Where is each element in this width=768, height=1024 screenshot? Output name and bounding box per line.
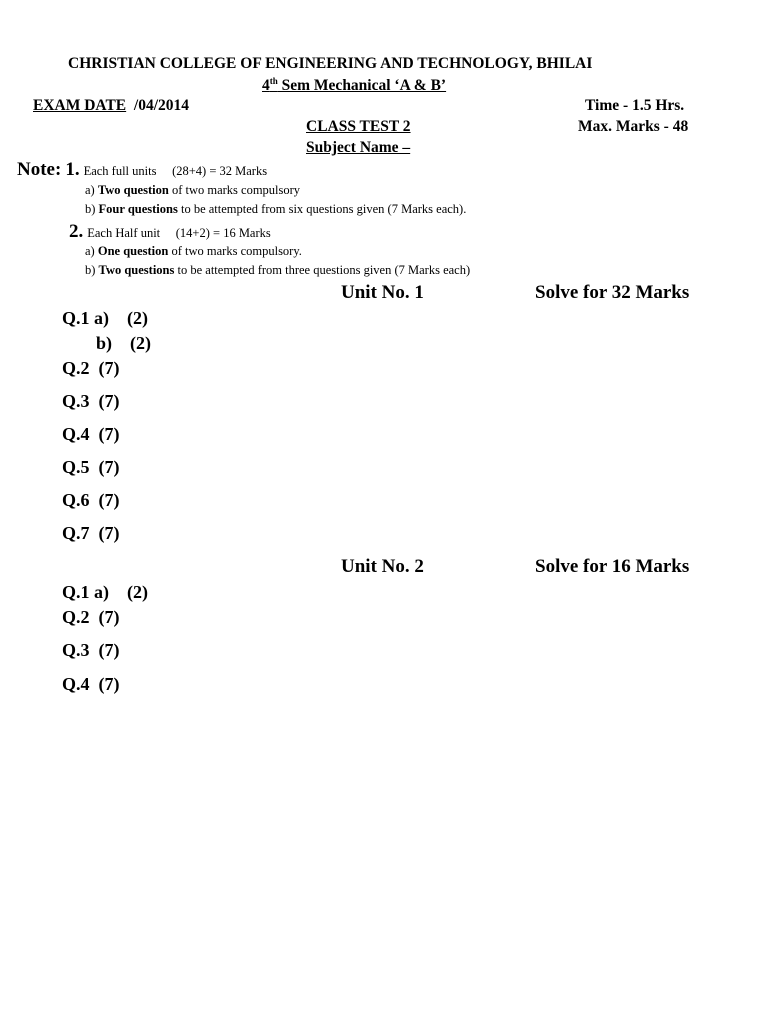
question: Q.5 (7)	[62, 457, 120, 477]
question: Q.6 (7)	[62, 490, 120, 510]
note-1b-rest: to be attempted from six questions given (7 Marks each).	[177, 202, 467, 216]
max-marks: Max. Marks - 48	[578, 118, 689, 135]
note-2a-prefix: a)	[85, 244, 98, 258]
question: Q.4 (7)	[62, 674, 120, 694]
unit-1-title: Unit No. 1	[341, 282, 424, 303]
note-label: Note:	[17, 159, 62, 180]
question: Q.1 a) (2)	[62, 582, 148, 602]
subject-name: Subject Name –	[306, 139, 411, 156]
exam-time: Time - 1.5 Hrs.	[585, 97, 685, 114]
note-1b-prefix: b)	[85, 202, 99, 216]
note-2b-bold: Two questions	[98, 263, 175, 277]
question: Q.2 (7)	[62, 607, 120, 627]
college-name: CHRISTIAN COLLEGE OF ENGINEERING AND TECHNOLOGY, BHILAI	[68, 55, 593, 72]
note-1a	[85, 183, 300, 198]
exam-date-label: EXAM DATE	[33, 97, 127, 114]
sem-rest: Sem Mechanical ‘A & B’	[277, 77, 447, 95]
exam-date	[33, 97, 189, 115]
note-1-text: Each full units (28+4) = 32 Marks	[83, 164, 268, 178]
unit-1-solve: Solve for 32 Marks	[535, 282, 690, 303]
note-2	[69, 221, 271, 243]
question: b) (2)	[96, 333, 151, 353]
note-2b-rest: to be attempted from three questions given (7 Marks each)	[174, 263, 471, 277]
note-2-text: Each Half unit (14+2) = 16 Marks	[87, 226, 271, 240]
note-1b	[85, 202, 466, 217]
note-2b	[85, 263, 470, 278]
note-2a-bold: One question	[97, 244, 169, 258]
note-2-number: 2.	[69, 221, 84, 242]
note-1a-prefix: a)	[85, 183, 98, 197]
exam-date-value: /04/2014	[126, 97, 190, 114]
question: Q.3 (7)	[62, 640, 120, 660]
semester-line	[262, 76, 446, 95]
note-1	[17, 159, 267, 181]
note-1a-bold: Two question	[97, 183, 169, 197]
sem-ordinal: 4	[262, 77, 270, 95]
question: Q.3 (7)	[62, 391, 120, 411]
note-2b-prefix: b)	[85, 263, 99, 277]
question: Q.7 (7)	[62, 523, 120, 543]
note-1b-bold: Four questions	[98, 202, 178, 216]
question: Q.2 (7)	[62, 358, 120, 378]
unit-2-title: Unit No. 2	[341, 556, 424, 577]
note-1-number: 1.	[65, 159, 80, 180]
test-name: CLASS TEST 2	[306, 118, 411, 135]
note-2a-rest: of two marks compulsory.	[168, 244, 302, 258]
note-2a	[85, 244, 302, 259]
unit-2-solve: Solve for 16 Marks	[535, 556, 690, 577]
question: Q.4 (7)	[62, 424, 120, 444]
note-1a-rest: of two marks compulsory	[168, 183, 301, 197]
sem-suffix: th	[269, 76, 278, 86]
question: Q.1 a) (2)	[62, 308, 148, 328]
